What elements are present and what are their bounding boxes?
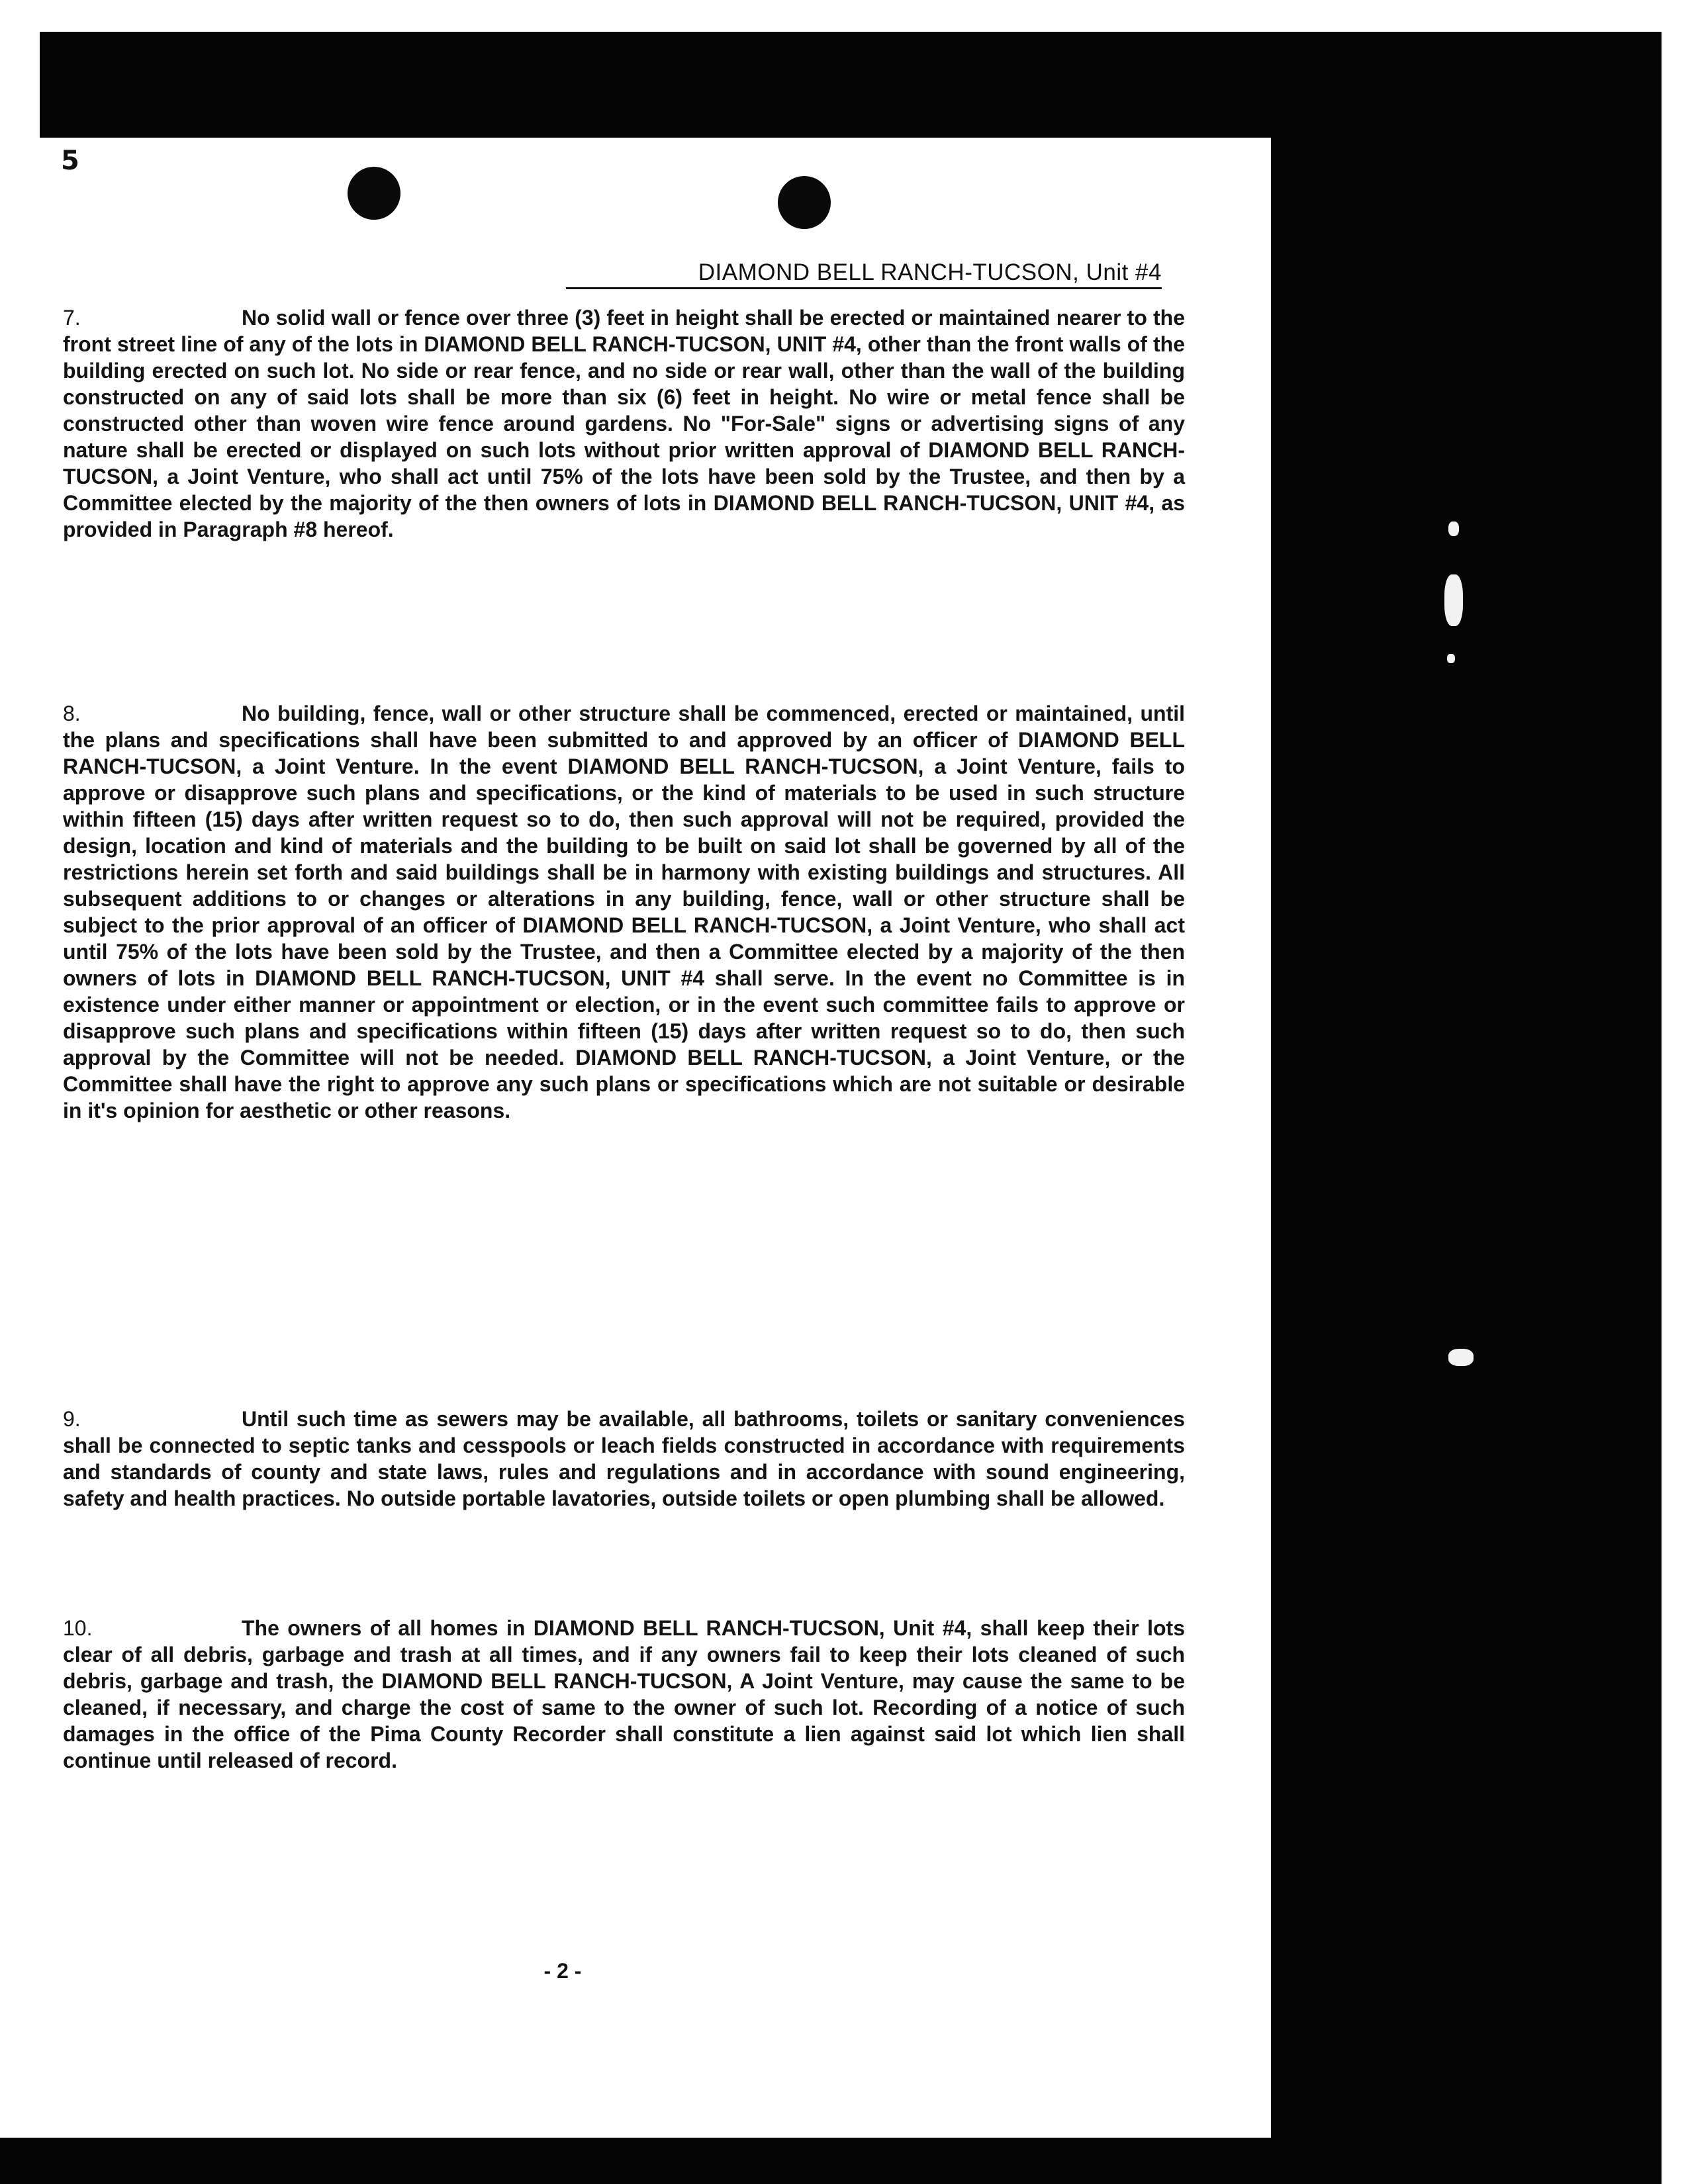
document-header: DIAMOND BELL RANCH-TUCSON, Unit #4	[566, 259, 1162, 289]
paragraph-9	[63, 1406, 1185, 1512]
paragraph-text: Until such time as sewers may be available, all bathrooms, toilets or sanitary conveniences shall be connected to septic tanks and cesspools or leach fields constructed in accordance with requirements and standards of county and state laws, rules and regulations and in accordance with sound engineering, safety and health practices. No outside portable lavatories, outside toilets or open plumbing shall be allowed.	[63, 1407, 1185, 1510]
scan-corner-blot	[40, 32, 79, 78]
paragraph-8	[63, 700, 1185, 1124]
paragraph-number: 10.	[63, 1616, 93, 1640]
paragraph-number: 7.	[63, 306, 81, 330]
paragraph-10	[63, 1615, 1185, 1774]
paragraph-number: 9.	[63, 1407, 81, 1431]
paragraph-text: No building, fence, wall or other structure shall be commenced, erected or maintained, until the plans and specifications shall have been submitted to and approved by an officer of DIAMOND BELL RANCH-TUCSON, a Joint Venture. In the event DIAMOND BELL RANCH-TUCSON, a Joint Venture, fails to approve or disapprove such plans and specifications, or the kind of materials to be used in such structure within fifteen (15) days after written request so to do, then such approval will not be required, provided the design, location and kind of materials and the building to be built on said lot shall be governed by all of the restrictions herein set forth and said buildings shall be in harmony with existing buildings and structures. All subsequent additions to or changes or alterations in any building, fence, wall or other structure shall be subject to the prior approval of an officer of DIAMOND BELL RANCH-TUCSON, a Joint Venture, who shall act until 75% of the lots have been sold by the Trustee, and then a Committee elected by a majority of the then owners of lots in DIAMOND BELL RANCH-TUCSON, UNIT #4 shall serve. In the event no Committee is in existence under either manner or appointment or election, or in the event such committee fails to approve or disapprove such plans and specifications within fifteen (15) days after written request so to do, then such approval by the Committee will not be needed. DIAMOND BELL RANCH-TUCSON, a Joint Venture, or the Committee shall have the right to approve any such plans or specifications which are not suitable or desirable in it's opinion for aesthetic or other reasons.	[63, 702, 1185, 1122]
page-number: - 2 -	[543, 1959, 582, 1983]
punch-hole-left	[348, 167, 400, 220]
scan-border-bottom	[0, 2138, 1648, 2184]
paragraph-7	[63, 304, 1185, 543]
corner-mark: 5	[61, 146, 79, 176]
paragraph-number: 8.	[63, 702, 81, 725]
paragraph-text: The owners of all homes in DIAMOND BELL RANCH-TUCSON, Unit #4, shall keep their lots clear of all debris, garbage and trash at all times, and if any owners fail to keep their lots cleaned of such debris, garbage and trash, the DIAMOND BELL RANCH-TUCSON, A Joint Venture, may cause the same to be cleaned, if necessary, and charge the cost of same to the owner of such lot. Recording of a notice of such damages in the office of the Pima County Recorder shall constitute a lien against said lot which lien shall continue until released of record.	[63, 1616, 1185, 1772]
punch-hole-right	[778, 176, 831, 229]
scan-border-right	[1271, 32, 1662, 2184]
paragraph-text: No solid wall or fence over three (3) feet in height shall be erected or maintained nearer to the front street line of any of the lots in DIAMOND BELL RANCH-TUCSON, UNIT #4, other than the front walls of the building erected on such lot. No side or rear fence, and no side or rear wall, other than the wall of the building constructed on any of said lots shall be more than six (6) feet in height. No wire or metal fence shall be constructed other than woven wire fence around gardens. No "For-Sale" signs or advertising signs of any nature shall be erected or displayed on such lots without prior written approval of DIAMOND BELL RANCH-TUCSON, a Joint Venture, who shall act until 75% of the lots have been sold by the Trustee, and then by a Committee elected by the majority of the then owners of lots in DIAMOND BELL RANCH-TUCSON, UNIT #4, as provided in Paragraph #8 hereof.	[63, 306, 1185, 541]
